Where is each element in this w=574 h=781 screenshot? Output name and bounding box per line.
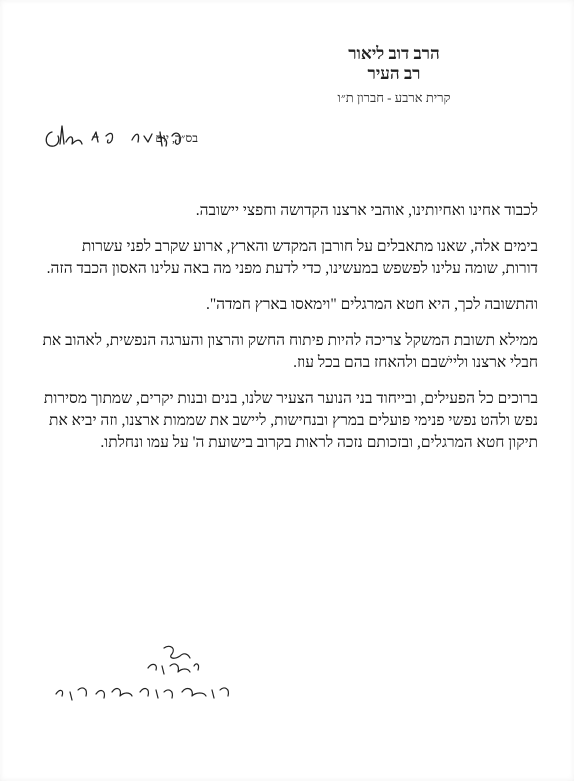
- letter-paragraph-2: והתשובה לכך, היא חטא המרגלים "וימאסו בארץ חמדה".: [205, 296, 538, 313]
- letter-body: [42, 200, 538, 468]
- letterhead-title: רב העיר: [367, 64, 421, 83]
- letter-paragraph-4: ברוכים כל הפעילים, ובייחוד בני הנוער הצעיר שלנו, בנים ובנות יקרים, שמתוך מסירות נפש ולהט נפשי פנימי פועלים במרץ ובנחישות, ליישב את שממות ארצנו, וזה יביא את תיקון חטא המרגלים, ובזכותם נזכה לראות בקרוב בישועת ה' על עמו ונחלתו.: [43, 390, 538, 451]
- handwritten-date: [40, 118, 190, 154]
- letter-paragraph-1: בימים אלה, שאנו מתאבלים על חורבן המקדש והארץ, ארוע שקרב לפני עשרות דורות, שומה עלינו לפשפש במעשינו, כדי לדעת מפני מה באה עלינו האסון הכבד הזה.: [46, 238, 538, 277]
- letter-greeting: לכבוד אחינו ואחיותינו, אוהבי ארצנו הקדושה וחפצי יישובה.: [195, 202, 538, 219]
- letterhead-address: קרית ארבע - חברון ת״ו: [337, 90, 451, 105]
- letterhead: [284, 44, 504, 108]
- date-line-prefix: בס״ד, יום: [155, 131, 198, 145]
- letterhead-name: הרב דוב ליאור: [348, 44, 440, 63]
- letter-paragraph-3: ממילא תשובת המשקל צריכה להיות פיתוח החשק והרצון והערגה הנפשית, לאהוב את חבלי ארצנו ולייׁשבם ולהאחז בהם בכל עוז.: [42, 332, 538, 371]
- handwritten-signature: [44, 636, 244, 716]
